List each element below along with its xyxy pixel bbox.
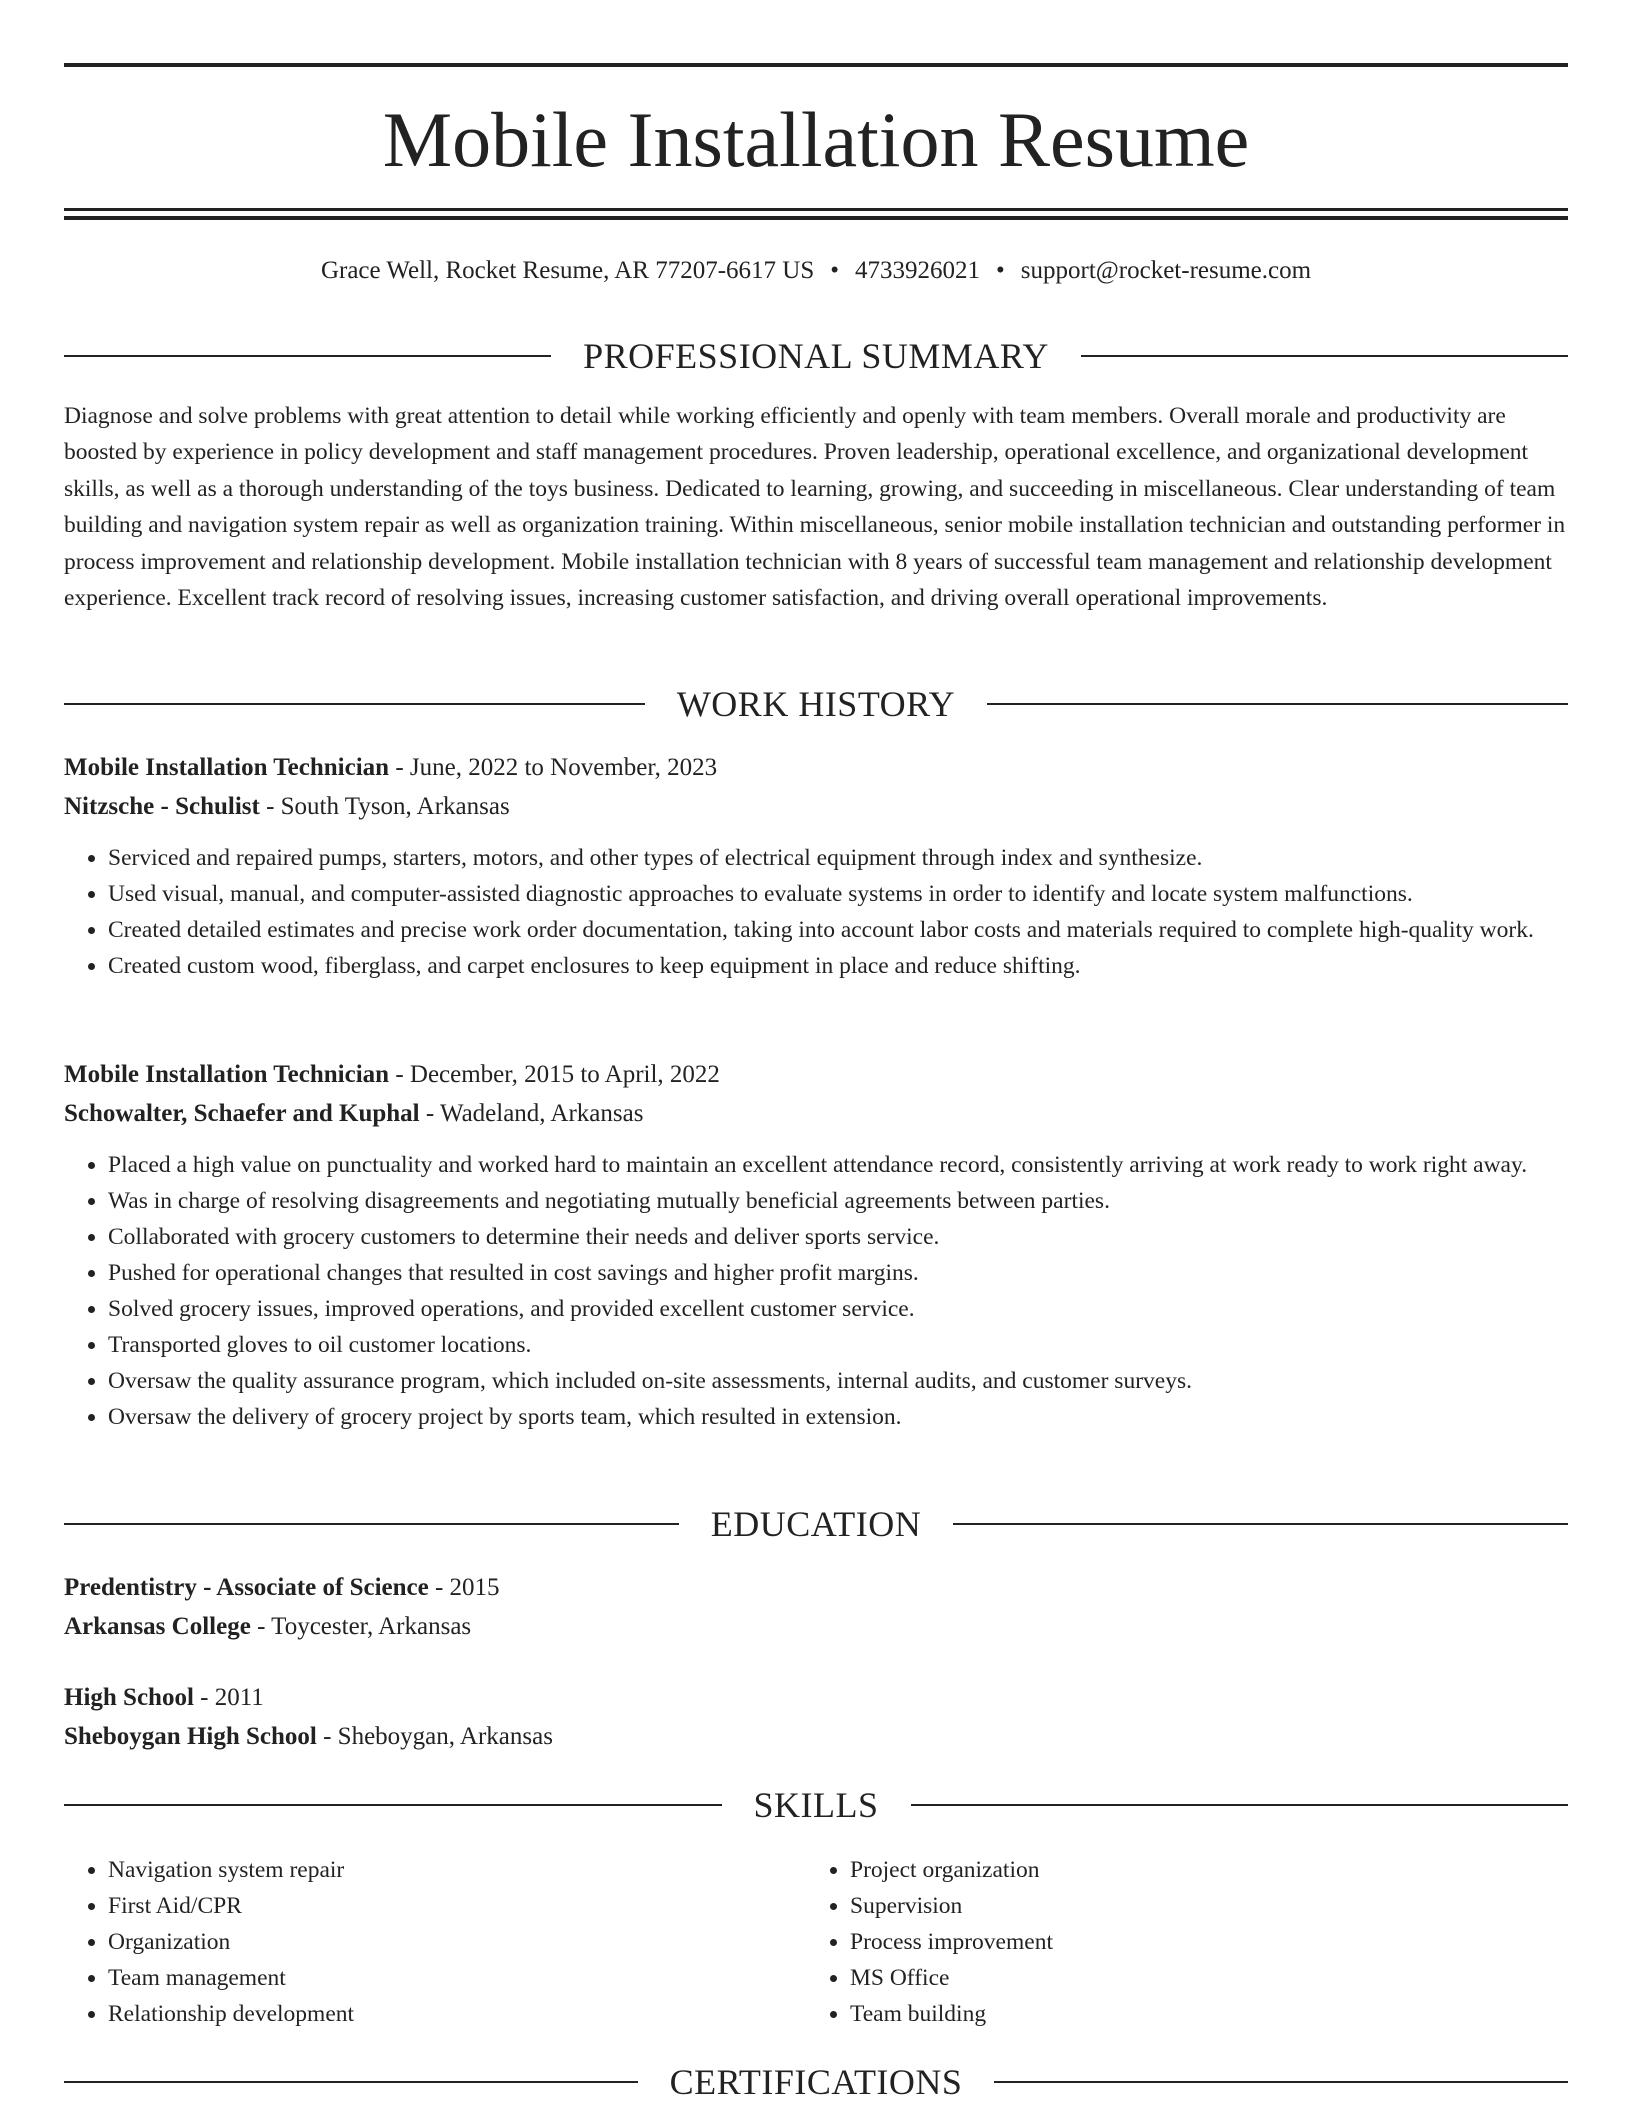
- education-school-line: [64, 1607, 1568, 1646]
- section-header-skills: [64, 1783, 1568, 1827]
- education-school-line: [64, 1717, 1568, 1756]
- job-bullet: • Placed a high value on punctuality and worked hard to maintain an excellent attendance record, consistently arriving at work ready to work right away.: [108, 1147, 1568, 1183]
- section-header-work-history: [64, 682, 1568, 726]
- education-degree-line: [64, 1568, 1568, 1607]
- section-header-certifications: [64, 2060, 1568, 2104]
- education-year: - 2015: [428, 1574, 500, 1601]
- job-company-line: [64, 787, 1568, 826]
- education-degree: Predentistry - Associate of Science: [64, 1574, 429, 1601]
- education-entry: [64, 1568, 1568, 1646]
- section-title-summary: PROFESSIONAL SUMMARY: [583, 336, 1049, 376]
- job-bullet: • Transported gloves to oil customer locations.: [108, 1327, 1568, 1363]
- skill-item: • Team management: [108, 1960, 806, 1996]
- job-entry: [64, 748, 1568, 984]
- skill-item: • MS Office: [850, 1960, 1548, 1996]
- skill-item: • Relationship development: [108, 1996, 806, 2032]
- job-title: Mobile Installation Technician: [64, 754, 390, 781]
- job-bullet: • Created detailed estimates and precise work order documentation, taking into account labor costs and materials required to complete high-quality work.: [108, 912, 1568, 948]
- job-bullet: • Used visual, manual, and computer-assisted diagnostic approaches to evaluate systems in order to identify and locate system malfunctions.: [108, 876, 1568, 912]
- education-location: - Toycester, Arkansas: [250, 1613, 472, 1640]
- education-entry: [64, 1678, 1568, 1756]
- job-title: Mobile Installation Technician: [64, 1061, 390, 1088]
- job-location: - South Tyson, Arkansas: [259, 793, 510, 820]
- job-bullets: [64, 1147, 1568, 1435]
- job-bullet: • Oversaw the delivery of grocery project by sports team, which resulted in extension.: [108, 1399, 1568, 1435]
- resume-title: Mobile Installation Resume: [382, 96, 1250, 183]
- top-rule: [64, 63, 1568, 67]
- contact-separator: •: [996, 257, 1005, 284]
- job-entry: [64, 1055, 1568, 1435]
- section-title-certifications: CERTIFICATIONS: [669, 2062, 963, 2102]
- skills-column-right: [806, 1852, 1548, 2032]
- education-year: - 2011: [193, 1684, 264, 1711]
- education-degree-line: [64, 1678, 1568, 1717]
- job-company: Nitzsche - Schulist: [64, 793, 260, 820]
- job-bullets: [64, 840, 1568, 984]
- title-double-rule: [64, 208, 1568, 220]
- education-location: - Sheboygan, Arkansas: [316, 1723, 553, 1750]
- section-title-education: EDUCATION: [710, 1504, 922, 1544]
- skill-item: • Process improvement: [850, 1924, 1548, 1960]
- job-company-line: [64, 1094, 1568, 1133]
- skill-item: • First Aid/CPR: [108, 1888, 806, 1924]
- contact-phone: 4733926021: [855, 257, 980, 284]
- contact-address: Grace Well, Rocket Resume, AR 77207-6617 US: [320, 257, 815, 284]
- education-degree: High School: [64, 1684, 194, 1711]
- job-title-line: [64, 748, 1568, 787]
- job-company: Schowalter, Schaefer and Kuphal: [64, 1100, 420, 1127]
- job-bullet: • Serviced and repaired pumps, starters, motors, and other types of electrical equipment through index and synthesize.: [108, 840, 1568, 876]
- skill-item: • Supervision: [850, 1888, 1548, 1924]
- contact-separator: •: [830, 257, 839, 284]
- section-header-summary: [64, 334, 1568, 378]
- section-header-education: [64, 1502, 1568, 1546]
- education-school: Arkansas College: [64, 1613, 251, 1640]
- education-school: Sheboygan High School: [64, 1723, 317, 1750]
- contact-line: [64, 254, 1568, 288]
- job-bullet: • Solved grocery issues, improved operations, and provided excellent customer service.: [108, 1291, 1568, 1327]
- summary-text: Diagnose and solve problems with great attention to detail while working efficiently and openly with team members. Overall morale and productivity are boosted by experience in policy development and staff management procedures. Proven leadership, operational excellence, and organizational development skills, as well as a thorough understanding of the toys business. Dedicated to learning, growing, and succeeding in miscellaneous. Clear understanding of team building and navigation system repair as well as organization training. Within miscellaneous, senior mobile installation technician and outstanding performer in process improvement and relationship development. Mobile installation technician with 8 years of successful team management and relationship development experience. Excellent track record of resolving issues, increasing customer satisfaction, and driving overall operational improvements.: [64, 403, 1566, 612]
- contact-email: support@rocket-resume.com: [1020, 257, 1312, 284]
- skills-list: [64, 1852, 1568, 2032]
- job-location: - Wadeland, Arkansas: [419, 1100, 644, 1127]
- job-bullet: • Created custom wood, fiberglass, and carpet enclosures to keep equipment in place and reduce shifting.: [108, 948, 1568, 984]
- skill-item: • Team building: [850, 1996, 1548, 2032]
- section-title-work-history: WORK HISTORY: [676, 684, 956, 724]
- job-bullet: • Pushed for operational changes that resulted in cost savings and higher profit margins.: [108, 1255, 1568, 1291]
- job-dates: - December, 2015 to April, 2022: [389, 1061, 720, 1088]
- job-title-line: [64, 1055, 1568, 1094]
- job-dates: - June, 2022 to November, 2023: [389, 754, 718, 781]
- skill-item: • Organization: [108, 1924, 806, 1960]
- job-bullet: • Collaborated with grocery customers to determine their needs and deliver sports service.: [108, 1219, 1568, 1255]
- job-bullet: • Oversaw the quality assurance program, which included on-site assessments, internal audits, and customer surveys.: [108, 1363, 1568, 1399]
- skill-item: • Navigation system repair: [108, 1852, 806, 1888]
- job-bullet: • Was in charge of resolving disagreements and negotiating mutually beneficial agreements between parties.: [108, 1183, 1568, 1219]
- skills-column-left: [64, 1852, 806, 2032]
- section-title-skills: SKILLS: [753, 1785, 879, 1825]
- skill-item: • Project organization: [850, 1852, 1548, 1888]
